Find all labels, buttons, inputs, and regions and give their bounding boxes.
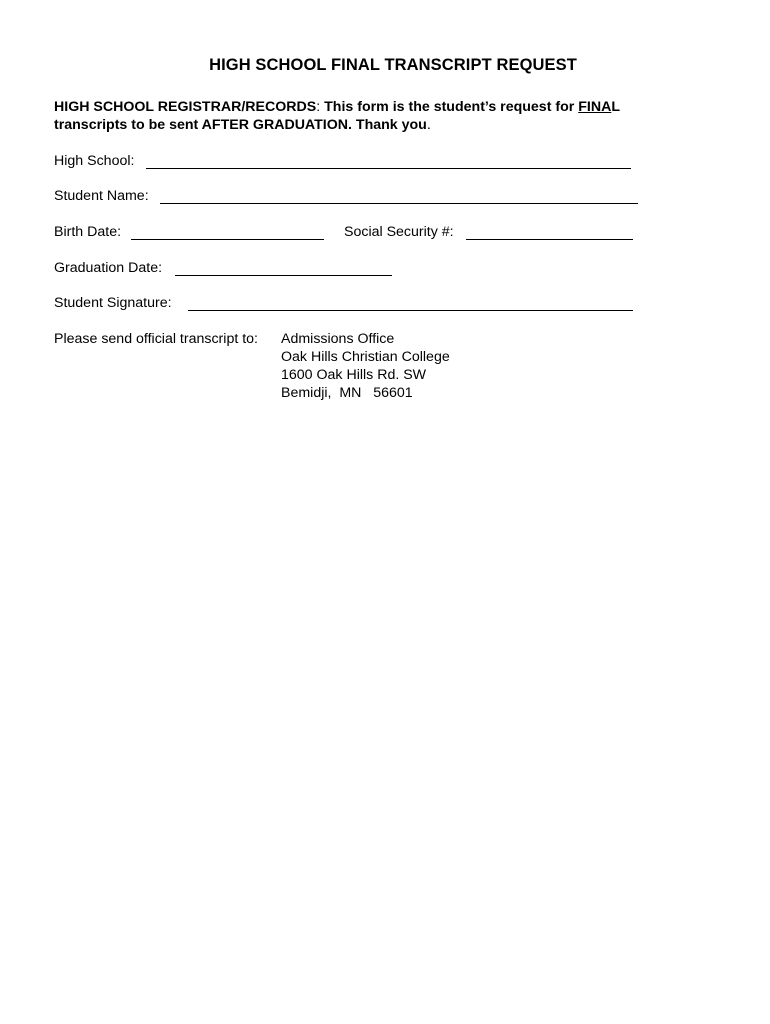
document-title: HIGH SCHOOL FINAL TRANSCRIPT REQUEST — [209, 56, 577, 74]
birth-date-label: Birth Date: — [54, 224, 122, 240]
address-line-2: Oak Hills Christian College — [281, 349, 450, 365]
instructions-paragraph — [54, 98, 694, 134]
address-line-1: Admissions Office — [281, 331, 395, 347]
ssn-line[interactable] — [466, 239, 633, 240]
student-name-line[interactable] — [160, 203, 638, 204]
address-line-3: 1600 Oak Hills Rd. SW — [281, 367, 427, 383]
instructions-emphasis-rest: L — [611, 99, 620, 115]
instructions-separator: : — [316, 99, 325, 115]
graduation-date-label: Graduation Date: — [54, 260, 163, 276]
birth-date-line[interactable] — [131, 239, 324, 240]
instructions-end: . — [426, 117, 431, 133]
high-school-line[interactable] — [146, 168, 631, 169]
ssn-label: Social Security #: — [344, 224, 454, 240]
instructions-emphasis: FINA — [578, 99, 612, 115]
graduation-date-line[interactable] — [175, 275, 392, 276]
signature-label: Student Signature: — [54, 295, 172, 311]
instructions-lead: HIGH SCHOOL REGISTRAR/RECORDS — [54, 99, 317, 115]
student-name-label: Student Name: — [54, 188, 149, 204]
instructions-text: This form is the student’s request for — [324, 99, 579, 115]
address-line-4: Bemidji, MN 56601 — [281, 385, 413, 401]
send-to-label: Please send official transcript to: — [54, 331, 258, 347]
signature-line[interactable] — [188, 310, 633, 311]
instructions-text-cont: transcripts to be sent AFTER GRADUATION. Thank you — [54, 117, 427, 133]
high-school-label: High School: — [54, 153, 135, 169]
